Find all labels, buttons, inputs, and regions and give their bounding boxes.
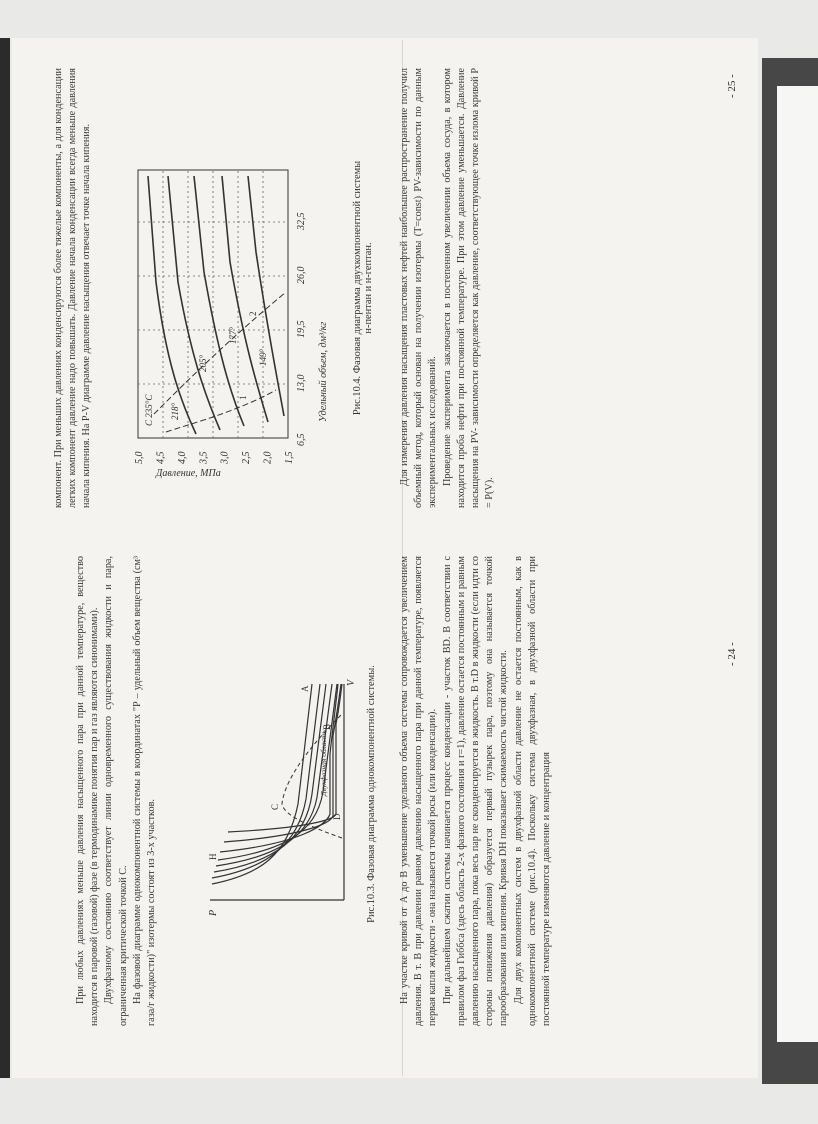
y-tick-label: 2,0 [262,451,274,464]
label-H: H [208,853,218,860]
isotherm-label-149: 149° [258,348,268,366]
paragraph: Для измерения давления насыщения пластовых нефтей наибольшее распространение получил объемный метод, который основан на получении изотермы (T=const) PV-зависимости по данным экспериментальных исследований. [399,68,439,508]
isotherm-curves [148,176,284,434]
y-tick-label: 5,0 [134,451,145,464]
label-A: A [300,685,310,692]
label-C: C [270,803,280,810]
page-number: - 25 - [726,74,738,98]
x-axis-label: V [346,679,357,686]
curve-1 [166,390,276,432]
x-tick-label: 32,5 [296,212,307,230]
isotherm-label-177: 177° [228,326,238,344]
y-axis-label: Давление, МПа [156,468,221,479]
y-tick-label: 2,5 [241,451,253,464]
paragraph: При любых давлениях меньше давления насыщенного пара при данной температуре, вещество находится в паровой (газовой) фазе (в термодинамике понятия пар и газ являются синонимами). [75,556,101,1026]
x-tick-label: 26,0 [296,266,307,284]
rotated-spread [14,34,760,1074]
figure-10-3 [202,674,357,924]
curve-label-1: 1 [238,395,248,400]
label-D: D [332,813,342,820]
paragraph: На фазовой диаграмме однокомпонентной системы в координатах "Р – удельный объем вещества (см³ газа/г жидкости)" изотермы состоят из 3-х участков. [131,556,158,1026]
label-B: B [322,723,332,730]
y-axis-label: P [208,909,219,916]
caption-line: н-пентан и н-гептан. [363,242,374,334]
scan-left-edge [0,38,10,1078]
next-page-edge [777,86,818,1042]
paragraph: При дальнейшем сжатии системы начинается процесс конденсации - участок BD. В соответствии с правилом фаз Гиббса (здесь область 2-х фазного состояния и r=1), давление остается постоянным и равным давлению насыщенного пара, пока весь пар не сконденсируется в жидкость. В т.D в жидкости (если идти со стороны понижения давления) образуется первый пузырек пара, поэтому она называется точкой парообразования или кипения. Кривая DH показывает сжимаемость чистой жидкости. [441,556,510,1026]
isotherm-label-218: 218° [170,402,180,420]
page24-bottom-text [398,556,554,1026]
y-tick-label: 3,0 [219,451,231,464]
paragraph: компонент. При меньших давлениях конденсируются более тяжелые компоненты, а для конденсации легких компонент давление надо повышать. Давление начала конденсации всегда меньше давления начала кипения. На P-V диаграмме давление насыщения отвечает точке начала кипения. [53,68,93,508]
y-tick-label: 4,0 [176,451,188,464]
x-ticks [296,213,307,447]
paragraph: Двухфазному состоянию соответствует линии одновременного существования жидкости и пара, ограниченная критической точкой С. [103,556,129,1026]
plot-area [138,170,288,438]
caption-10-4 [352,128,374,448]
x-tick-label: 6,5 [296,433,307,446]
isotherm-label-235: С 235°С [144,394,154,426]
caption-line: Рис.10.4. Фазовая диаграмма двухкомпонентной системы [352,160,363,416]
caption-10-3: Рис.10.3. Фазовая диаграмма однокомпонентной системы. [366,665,377,923]
figure-10-4-chart [126,162,332,482]
page-24 [14,534,760,1074]
paragraph: На участке кривой от А до В уменьшение удельного объема системы сопровождается увеличением давления. В т. В при давлении равном давлению насыщенного пара при данной температуре, появляется первая капля жидкости - она называется точкой росы (или конденсации). [399,556,439,1026]
x-axis-label: Удельный объем, дм³/кг [318,321,329,422]
y-tick-label: 1,5 [284,451,295,464]
paragraph: Для двух компонентных систем в двухфазной области давление не остается постоянным, как в однокомпонентной системе (рис.10.4). Поскольку система двухфазная, в двухфазной области при постоянной температуре изменяются давление и концентрация [512,556,553,1026]
page-number: - 24 - [726,642,738,666]
x-tick-label: 19,5 [296,320,307,338]
y-tick-label: 3,5 [198,451,210,464]
page25-top-text [52,68,95,508]
y-ticks [134,452,295,466]
curve-label-2: 2 [248,311,258,316]
x-tick-label: 13,0 [296,374,307,392]
two-phase-region-label: Двухфазная область [319,730,328,796]
paragraph: Проведение эксперимента заключается в постепенном увеличении объема сосуда, в котором находится проба нефти при постоянной температуре. При этом давление уменьшается. Давление насыщения на PV- зависимости определяется как давление, соответствующее точке излома кривой P = P(V). [441,68,496,508]
page24-top-text [74,556,159,1026]
page-25 [14,34,760,528]
y-tick-label: 4,5 [155,451,167,464]
gridlines [138,170,288,438]
isotherm-label-205: 205° [198,354,208,372]
page25-bottom-text [398,68,497,508]
